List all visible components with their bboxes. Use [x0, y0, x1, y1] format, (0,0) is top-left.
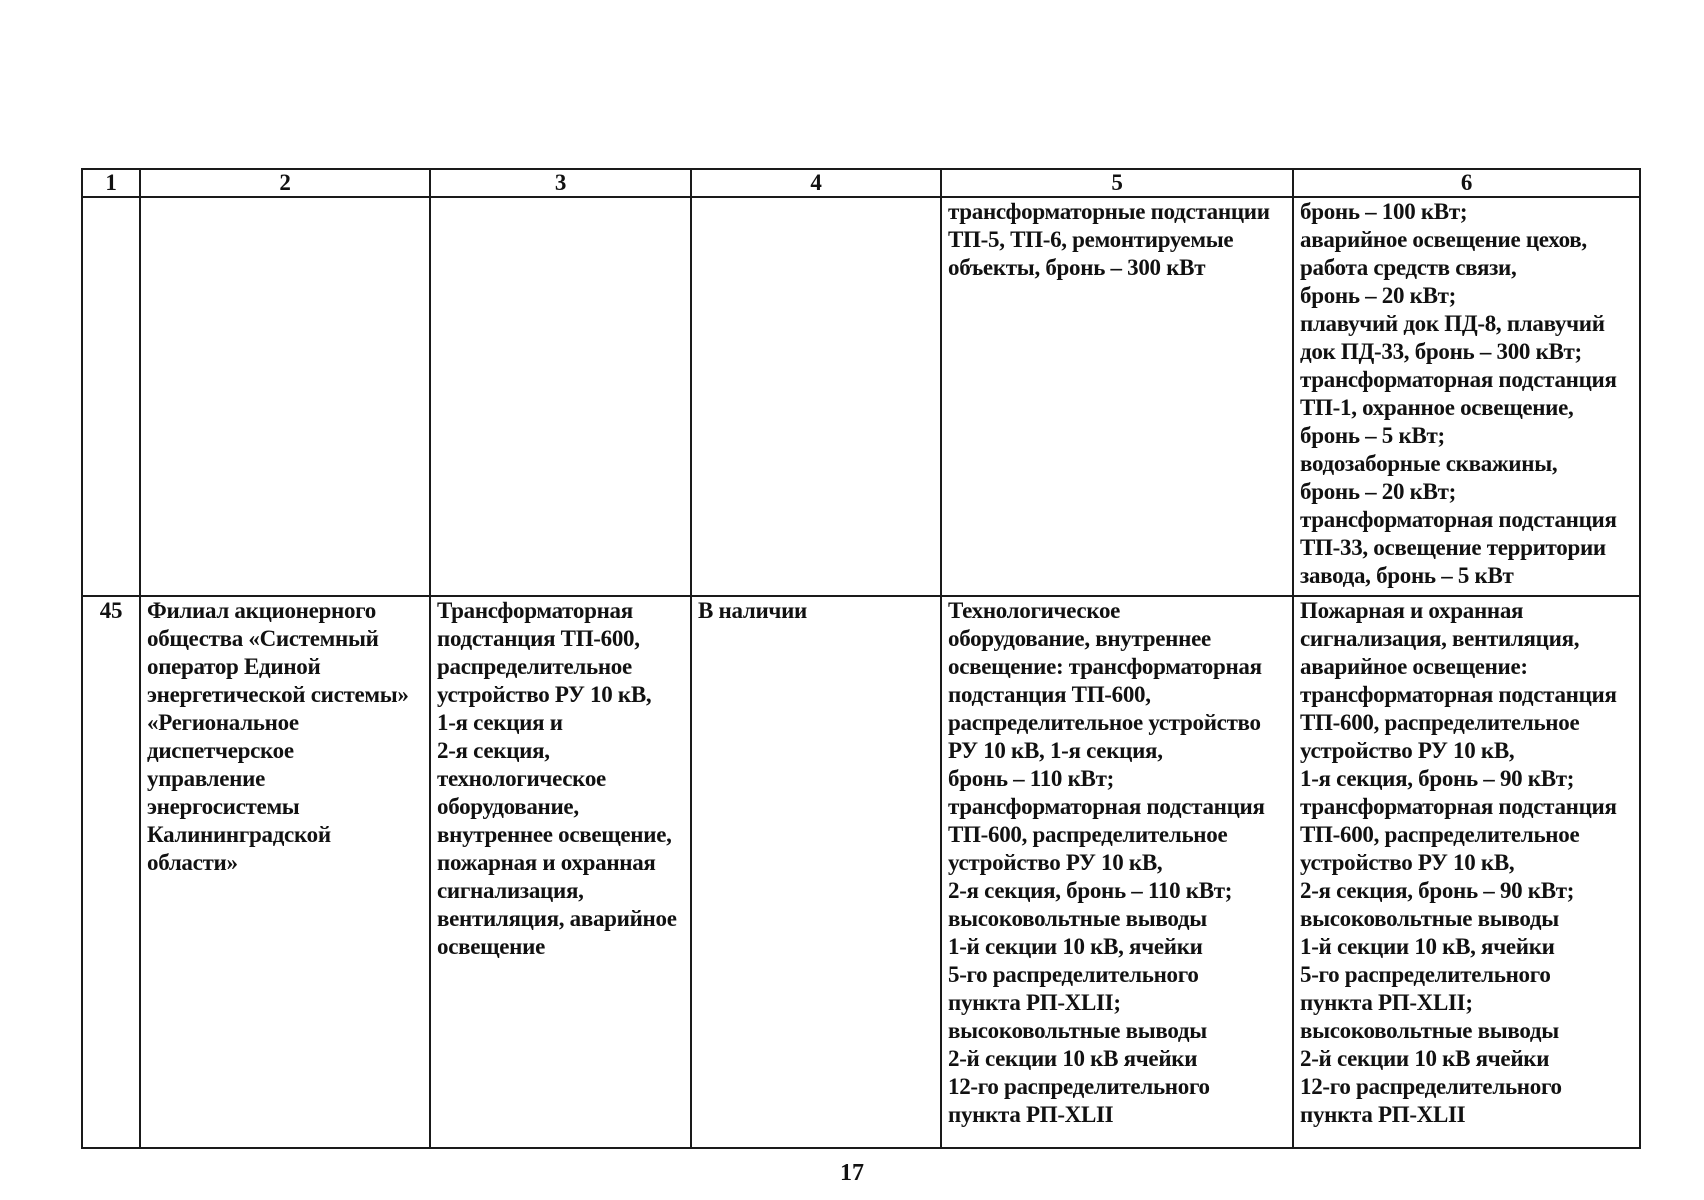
cell-text-line: Трансформаторная	[437, 598, 633, 623]
cell-text-line: оператор Единой	[147, 654, 321, 679]
cell-text-line: высоковольтные выводы	[1300, 906, 1559, 931]
cell-text-line: ТП-600, распределительное	[1300, 710, 1580, 735]
cell-text-line: 1-я секция, бронь – 90 кВт;	[1300, 766, 1575, 791]
cell-text-line: пункта РП-XLII;	[1300, 990, 1473, 1015]
cell-text-line: бронь – 5 кВт;	[1300, 423, 1445, 448]
cell-text-line: пожарная и охранная	[437, 850, 656, 875]
cell-text-line: Пожарная и охранная	[1300, 598, 1524, 623]
cell-text-line: высоковольтные выводы	[1300, 1018, 1559, 1043]
cell-text-line: распределительное устройство	[948, 710, 1261, 735]
cell-text-line: аварийное освещение цехов,	[1300, 227, 1587, 252]
cell-text-line: распределительное	[437, 654, 632, 679]
cell-text-line: 2-й секции 10 кВ ячейки	[948, 1046, 1198, 1071]
cell-text-line: ТП-600, распределительное	[1300, 822, 1580, 847]
cell-text-line: 12-го распределительного	[948, 1074, 1210, 1099]
cell-text-line: технологическое	[437, 766, 606, 791]
column-number-4: 4	[691, 169, 941, 197]
cell-text-line: объекты, бронь – 300 кВт	[948, 255, 1206, 280]
cell-text-line: управление	[147, 766, 265, 791]
cell-text-line: 12-го распределительного	[1300, 1074, 1562, 1099]
cell-technological-reserve	[941, 197, 1293, 596]
cell-text-line: трансформаторная подстанция	[1300, 507, 1617, 532]
cell-text-line: ТП-1, охранное освещение,	[1300, 395, 1574, 420]
cell-text-line: завода, бронь – 5 кВт	[1300, 563, 1514, 588]
cell-text-line: бронь – 100 кВт;	[1300, 199, 1468, 224]
cell-text-line: РУ 10 кВ, 1-я секция,	[948, 738, 1163, 763]
cell-text-line: бронь – 110 кВт;	[948, 766, 1114, 791]
cell-text-line: 1-й секции 10 кВ, ячейки	[1300, 934, 1555, 959]
cell-text-line: оборудование,	[437, 794, 579, 819]
cell-text-line: трансформаторные подстанции	[948, 199, 1270, 224]
cell-text-line: освещение: трансформаторная	[948, 654, 1262, 679]
cell-text-line: бронь – 20 кВт;	[1300, 283, 1457, 308]
column-number-header-row	[82, 169, 1640, 197]
cell-text-line: 5-го распределительного	[948, 962, 1199, 987]
cell-text-line: ТП-33, освещение территории	[1300, 535, 1606, 560]
cell-text-line: подстанция ТП-600,	[437, 626, 640, 651]
cell-text-line: 2-я секция, бронь – 110 кВт;	[948, 878, 1233, 903]
reserve-power-table	[81, 168, 1641, 1149]
cell-text-line: бронь – 20 кВт;	[1300, 479, 1457, 504]
cell-text-line: водозаборные скважины,	[1300, 451, 1558, 476]
cell-text-line: 5-го распределительного	[1300, 962, 1551, 987]
cell-emergency-reserve	[1293, 197, 1640, 596]
cell-text-line: трансформаторная подстанция	[1300, 367, 1617, 392]
cell-text-line: освещение	[437, 934, 545, 959]
cell-text-line: устройство РУ 10 кВ,	[437, 682, 652, 707]
column-number-1: 1	[82, 169, 140, 197]
column-number-6: 6	[1293, 169, 1640, 197]
cell-technological-reserve	[941, 596, 1293, 1148]
cell-text-line: 2-я секция, бронь – 90 кВт;	[1300, 878, 1575, 903]
cell-text-line: Технологическое	[948, 598, 1121, 623]
cell-objects	[430, 596, 691, 1148]
cell-text-line: док ПД-33, бронь – 300 кВт;	[1300, 339, 1582, 364]
cell-text-line: области»	[147, 850, 238, 875]
cell-organization	[140, 197, 430, 596]
table-row-45	[82, 596, 1640, 1148]
cell-number	[82, 596, 140, 1148]
cell-availability	[691, 197, 941, 596]
cell-text-line: 2-я секция,	[437, 738, 550, 763]
cell-text-line: «Региональное	[147, 710, 299, 735]
page-number: 17	[840, 1160, 864, 1186]
cell-text-line: внутреннее освещение,	[437, 822, 672, 847]
cell-text-line: пункта РП-XLII	[1300, 1102, 1466, 1127]
cell-text-line: подстанция ТП-600,	[948, 682, 1151, 707]
cell-text-line: Калининградской	[147, 822, 331, 847]
cell-text-line: трансформаторная подстанция	[1300, 794, 1617, 819]
cell-text-line: ТП-5, ТП-6, ремонтируемые	[948, 227, 1234, 252]
cell-text-line: ТП-600, распределительное	[948, 822, 1228, 847]
cell-text-line: высоковольтные выводы	[948, 1018, 1207, 1043]
cell-emergency-reserve	[1293, 596, 1640, 1148]
cell-text-line: диспетчерское	[147, 738, 294, 763]
cell-organization	[140, 596, 430, 1148]
cell-text-line: пункта РП-XLII	[948, 1102, 1114, 1127]
cell-text-line: вентиляция, аварийное	[437, 906, 677, 931]
table-row-continuation	[82, 197, 1640, 596]
cell-text-line: сигнализация,	[437, 878, 584, 903]
cell-text-line: Филиал акционерного	[147, 598, 376, 623]
cell-text-line: устройство РУ 10 кВ,	[1300, 738, 1515, 763]
cell-availability	[691, 596, 941, 1148]
cell-text-line: сигнализация, вентиляция,	[1300, 626, 1580, 651]
cell-text-line: устройство РУ 10 кВ,	[1300, 850, 1515, 875]
column-number-2: 2	[140, 169, 430, 197]
cell-text-line: 1-й секции 10 кВ, ячейки	[948, 934, 1203, 959]
cell-text-line: высоковольтные выводы	[948, 906, 1207, 931]
cell-text-line: 1-я секция и	[437, 710, 563, 735]
cell-text-line: плавучий док ПД-8, плавучий	[1300, 311, 1605, 336]
column-number-5: 5	[941, 169, 1293, 197]
cell-text-line: энергетической системы»	[147, 682, 409, 707]
cell-text-line: энергосистемы	[147, 794, 300, 819]
cell-number	[82, 197, 140, 596]
cell-objects	[430, 197, 691, 596]
cell-text-line: трансформаторная подстанция	[1300, 682, 1617, 707]
cell-text-line: работа средств связи,	[1300, 255, 1517, 280]
cell-text-line: В наличии	[698, 598, 807, 623]
cell-text-line: 45	[99, 598, 123, 623]
cell-text-line: оборудование, внутреннее	[948, 626, 1211, 651]
cell-text-line: 2-й секции 10 кВ ячейки	[1300, 1046, 1550, 1071]
cell-text-line: пункта РП-XLII;	[948, 990, 1121, 1015]
cell-text-line: общества «Системный	[147, 626, 379, 651]
cell-text-line: аварийное освещение:	[1300, 654, 1528, 679]
column-number-3: 3	[430, 169, 691, 197]
cell-text-line: трансформаторная подстанция	[948, 794, 1265, 819]
cell-text-line: устройство РУ 10 кВ,	[948, 850, 1163, 875]
